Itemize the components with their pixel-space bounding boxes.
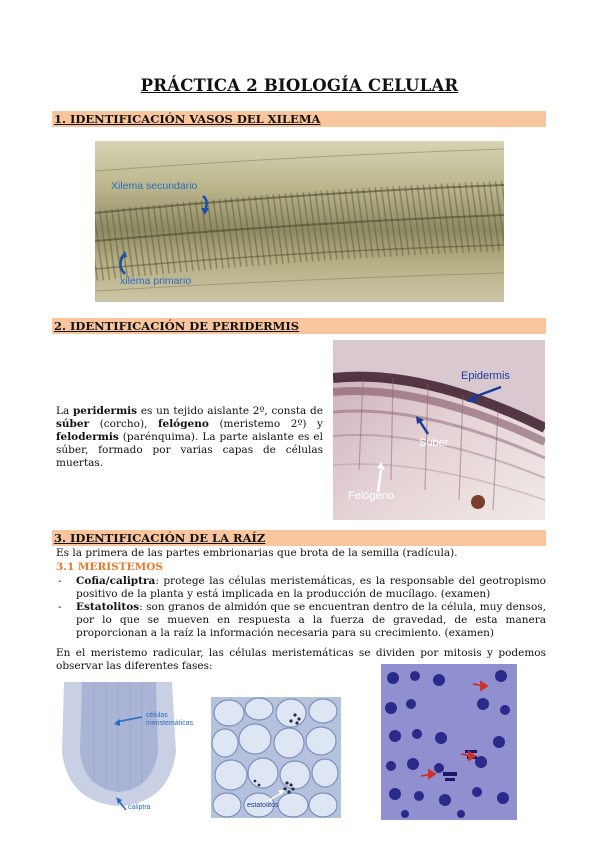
felogeno-label: Felógeno xyxy=(348,490,394,502)
meristem-cells-label xyxy=(146,712,193,728)
term-felodermis: felodermis xyxy=(56,431,119,443)
text-fragment: La xyxy=(56,405,73,417)
statolith-label: estatolitos xyxy=(247,802,279,809)
suber-label: Súber xyxy=(419,437,449,449)
peridermis-micrograph xyxy=(333,340,545,520)
bullet-text: : protege las células meristemáticas, es la responsable del geotropismo positivo de la planta y está implicada en la producción de mucílago. (examen) xyxy=(76,575,546,600)
mitosis-micrograph xyxy=(381,664,517,820)
section-2-header-bar xyxy=(52,318,546,334)
term-estatolitos: Estatolitos xyxy=(76,601,140,613)
xylem-primary-label: xilema primario xyxy=(120,275,192,287)
text-fragment: (corcho), xyxy=(89,418,158,430)
bullet-list xyxy=(56,575,546,640)
text-fragment: es un tejido aislante 2º, consta de xyxy=(137,405,323,417)
meristems-subheading: 3.1 MERISTEMOS xyxy=(56,561,163,573)
xylem-secondary-label: Xilema secundario xyxy=(111,180,198,192)
section-1-heading: 1. IDENTIFICACIÓN VASOS DEL XILEMA xyxy=(54,112,321,126)
page-title: PRÁCTICA 2 BIOLOGÍA CELULAR xyxy=(140,76,459,95)
bullet-marker: - xyxy=(58,601,62,613)
text-fragment: (parénquima). La parte aislante es el súber, formado por varias capas de células muertas. xyxy=(56,431,323,469)
xylem-micrograph xyxy=(95,141,504,302)
mitosis-paragraph: En el meristemo radicular, las células meristemáticas se dividen por mitosis y podemos observar las diferentes fases: xyxy=(56,647,546,672)
term-cofia: Cofia/caliptra xyxy=(76,575,156,587)
bullet-cofia xyxy=(56,575,546,601)
bullet-text: : son granos de almidón que se encuentran dentro de la célula, muy densos, por lo que se mueven en respuesta a la fuerza de gravedad, de esta manera proporcionan a la raíz la información necesaria para su crecimiento. (examen) xyxy=(76,601,546,639)
caliptra-label: caliptra xyxy=(128,804,151,811)
peridermis-paragraph xyxy=(56,405,323,470)
text-fragment: (meristemo 2º) y xyxy=(208,418,323,430)
section-2-heading: 2. IDENTIFICACIÓN DE PERIDERMIS xyxy=(54,319,300,333)
statolith-micrograph xyxy=(211,697,341,818)
bullet-estatolitos xyxy=(56,601,546,640)
section-1-header-bar xyxy=(52,111,546,127)
term-suber: súber xyxy=(56,418,90,430)
epidermis-label: Epidermis xyxy=(461,370,510,382)
root-meristem-micrograph xyxy=(54,682,200,814)
term-peridermis: peridermis xyxy=(72,405,138,417)
section-3-header-bar xyxy=(52,530,546,546)
root-intro: Es la primera de las partes embrionarias que brota de la semilla (radícula). xyxy=(56,547,458,559)
bullet-marker: - xyxy=(58,575,62,587)
meristem-label-line-1: células xyxy=(146,712,168,719)
meristem-label-line-2: meristemáticas xyxy=(146,720,194,727)
section-3-heading: 3. IDENTIFICACIÓN DE LA RAÍZ xyxy=(54,531,266,545)
term-felogeno: felógeno xyxy=(158,418,209,430)
